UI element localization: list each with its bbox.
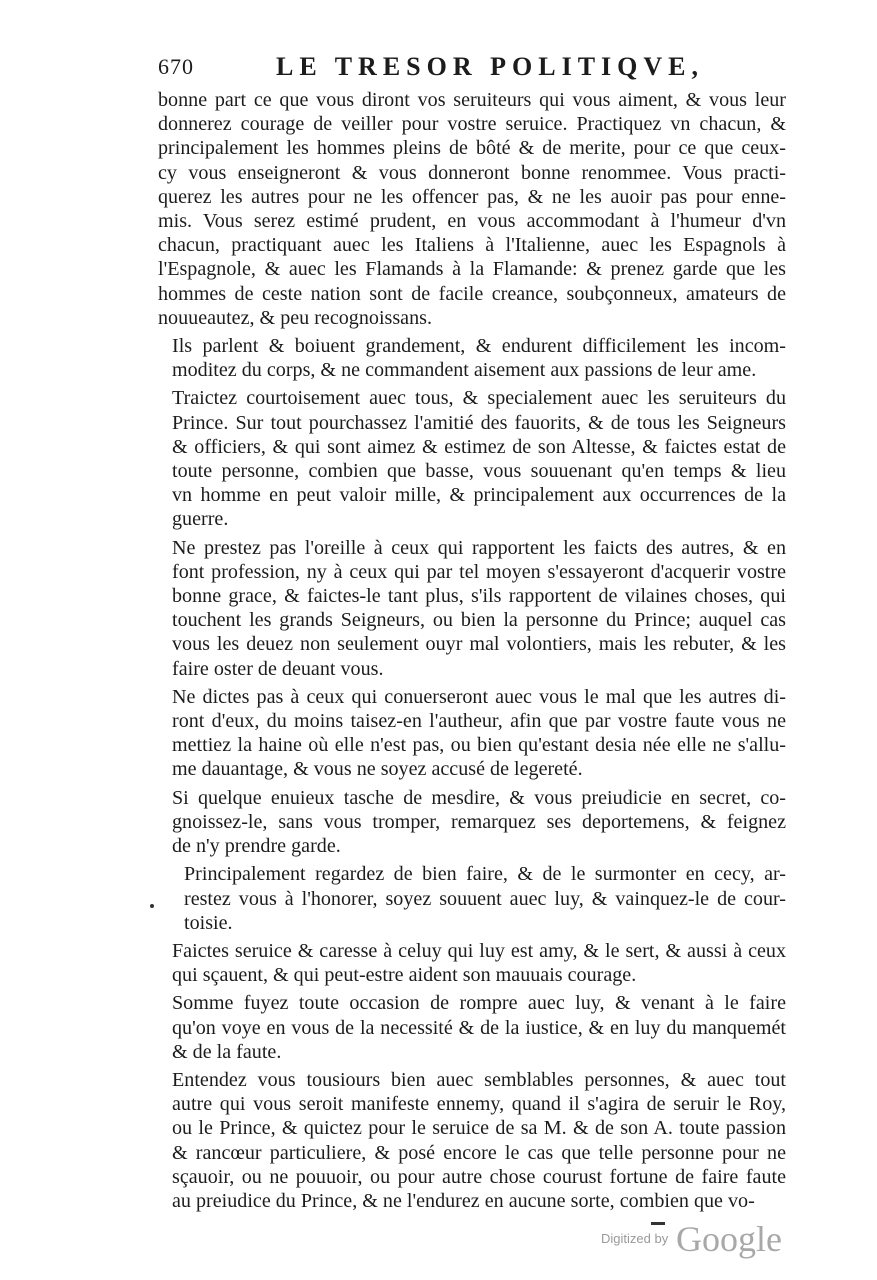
paragraph bbox=[158, 685, 786, 782]
text-line: & rancœur particuliere, & posé encore le cas que telle personne pour ne bbox=[172, 1141, 786, 1164]
text-line: mettiez la haine où elle n'est pas, ou bien qu'estant desia née elle ne s'allu- bbox=[172, 734, 786, 757]
text-line: Traictez courtoisement auec tous, & specialement auec les seruiteurs du bbox=[172, 387, 786, 410]
text-line: gnoissez-le, sans vous tromper, remarquez ses deportemens, & feignez bbox=[172, 810, 786, 833]
margin-mark bbox=[150, 904, 154, 908]
paragraph bbox=[158, 862, 786, 935]
text-line: au preiudice du Prince, & ne l'endurez en aucune sorte, combien que vo- bbox=[172, 1189, 755, 1212]
text-line: Ils parlent & boiuent grandement, & endurent difficilement les incom- bbox=[172, 335, 786, 358]
text-line: l'Espagnole, & auec les Flamands à la Flamande: & prenez garde que les bbox=[158, 258, 786, 281]
text-line: moditez du corps, & ne commandent aisement aux passions de leur ame. bbox=[172, 359, 757, 382]
text-line: Faictes seruice & caresse à celuy qui luy est amy, & le sert, & aussi à ceux bbox=[172, 939, 786, 962]
text-line: & de la faute. bbox=[172, 1040, 282, 1063]
paragraph bbox=[158, 991, 786, 1064]
text-line: bonne part ce que vous diront vos seruiteurs qui vous aiment, & vous leur bbox=[158, 89, 786, 111]
text-line: donnerez courage de veiller pour vostre seruice. Practiquez vn chacun, & bbox=[158, 113, 786, 136]
page-header bbox=[158, 52, 786, 86]
text-line: querez les autres pour ne les offencer pas, & ne les auoir pas pour enne- bbox=[158, 185, 786, 208]
paragraph bbox=[158, 334, 786, 382]
text-line: bonne grace, & faictes-le tant plus, s'ils rapportent de vilaines choses, qui bbox=[172, 585, 786, 608]
text-line: sçauoir, ou ne pouuoir, ou pour autre chose courust fortune de faire faute bbox=[172, 1165, 786, 1188]
text-line: touchent les grands Seigneurs, ou bien la personne du Prince; auquel cas bbox=[172, 609, 786, 632]
body-text bbox=[158, 88, 786, 1213]
text-line: font profession, ny à ceux qui par tel moyen s'essayeront d'acquerir vostre bbox=[172, 560, 786, 583]
text-line: hommes de ceste nation sont de facile creance, soubçonneux, amateurs de bbox=[158, 282, 786, 305]
paragraph bbox=[158, 386, 786, 531]
footer-dash bbox=[651, 1222, 665, 1225]
text-line: principalement les hommes pleins de bôté & de merite, pour ce que ceux- bbox=[158, 137, 786, 160]
text-line: Ne prestez pas l'oreille à ceux qui rapportent les faicts des autres, & en bbox=[172, 536, 786, 559]
text-line: ou le Prince, & quictez pour le seruice de sa M. & de son A. toute passion bbox=[172, 1117, 786, 1140]
text-line: faire oster de deuant vous. bbox=[172, 657, 384, 680]
text-line: de n'y prendre garde. bbox=[172, 835, 341, 858]
text-line: autre qui vous seroit manifeste ennemy, quand il s'agira de seruir le Roy, bbox=[172, 1093, 786, 1116]
digitized-by-label: Digitized by bbox=[601, 1231, 669, 1246]
text-line: vous les deuez non seulement ouyr mal volontiers, mais les rebuter, & les bbox=[172, 633, 786, 656]
text-line: me dauantage, & vous ne soyez accusé de legereté. bbox=[172, 758, 583, 781]
text-line: cy vous enseigneront & vous donneront bonne renommee. Vous practi- bbox=[158, 161, 786, 184]
running-title: LE TRESOR POLITIQVE, bbox=[276, 52, 705, 81]
text-line: & officiers, & qui sont aimez & estimez de son Altesse, & faictes estat de bbox=[172, 435, 786, 458]
text-line: mis. Vous serez estimé prudent, en vous accommodant à l'humeur d'vn bbox=[158, 210, 786, 233]
paragraph bbox=[158, 939, 786, 987]
text-line: qu'on voye en vous de la necessité & de la iustice, & en luy du manquemét bbox=[172, 1016, 786, 1039]
text-line: restez vous à l'honorer, soyez souuent auec luy, & vainquez-le de cour- bbox=[184, 887, 786, 910]
text-line: chacun, practiquant auec les Italiens à l'Italienne, auec les Espagnols à bbox=[158, 234, 786, 257]
text-line: qui sçauent, & qui peut-estre aident son mauuais courage. bbox=[172, 964, 637, 987]
text-line: Principalement regardez de bien faire, & de le surmonter en cecy, ar- bbox=[184, 863, 786, 886]
paragraph bbox=[158, 88, 786, 330]
text-line: Ne dictes pas à ceux qui conuerseront auec vous le mal que les autres di- bbox=[172, 685, 786, 708]
text-line: Si quelque enuieux tasche de mesdire, & vous preiudicie en secret, co- bbox=[172, 786, 786, 809]
text-line: vn homme en peut valoir mille, & principalement aux occurrences de la bbox=[172, 484, 786, 507]
paragraph bbox=[158, 536, 786, 681]
text-line: toute personne, combien que basse, vous souuenant qu'en temps & lieu bbox=[172, 460, 786, 483]
page-number: 670 bbox=[158, 54, 194, 79]
text-line: nouueautez, & peu recognoissans. bbox=[158, 306, 432, 329]
text-line: ront d'eux, du moins taisez-en l'autheur, afin que par vostre faute vous ne bbox=[172, 710, 786, 733]
text-line: Prince. Sur tout pourchassez l'amitié des fauorits, & de tous les Seigneurs bbox=[172, 411, 786, 434]
text-line: guerre. bbox=[172, 508, 229, 531]
paragraph bbox=[158, 1068, 786, 1213]
text-line: Entendez vous tousiours bien auec semblables personnes, & auec tout bbox=[172, 1068, 786, 1091]
text-line: Somme fuyez toute occasion de rompre auec luy, & venant à le faire bbox=[172, 992, 786, 1015]
google-watermark: Google bbox=[676, 1219, 782, 1259]
paragraph bbox=[158, 786, 786, 859]
text-line: toisie. bbox=[184, 911, 233, 934]
